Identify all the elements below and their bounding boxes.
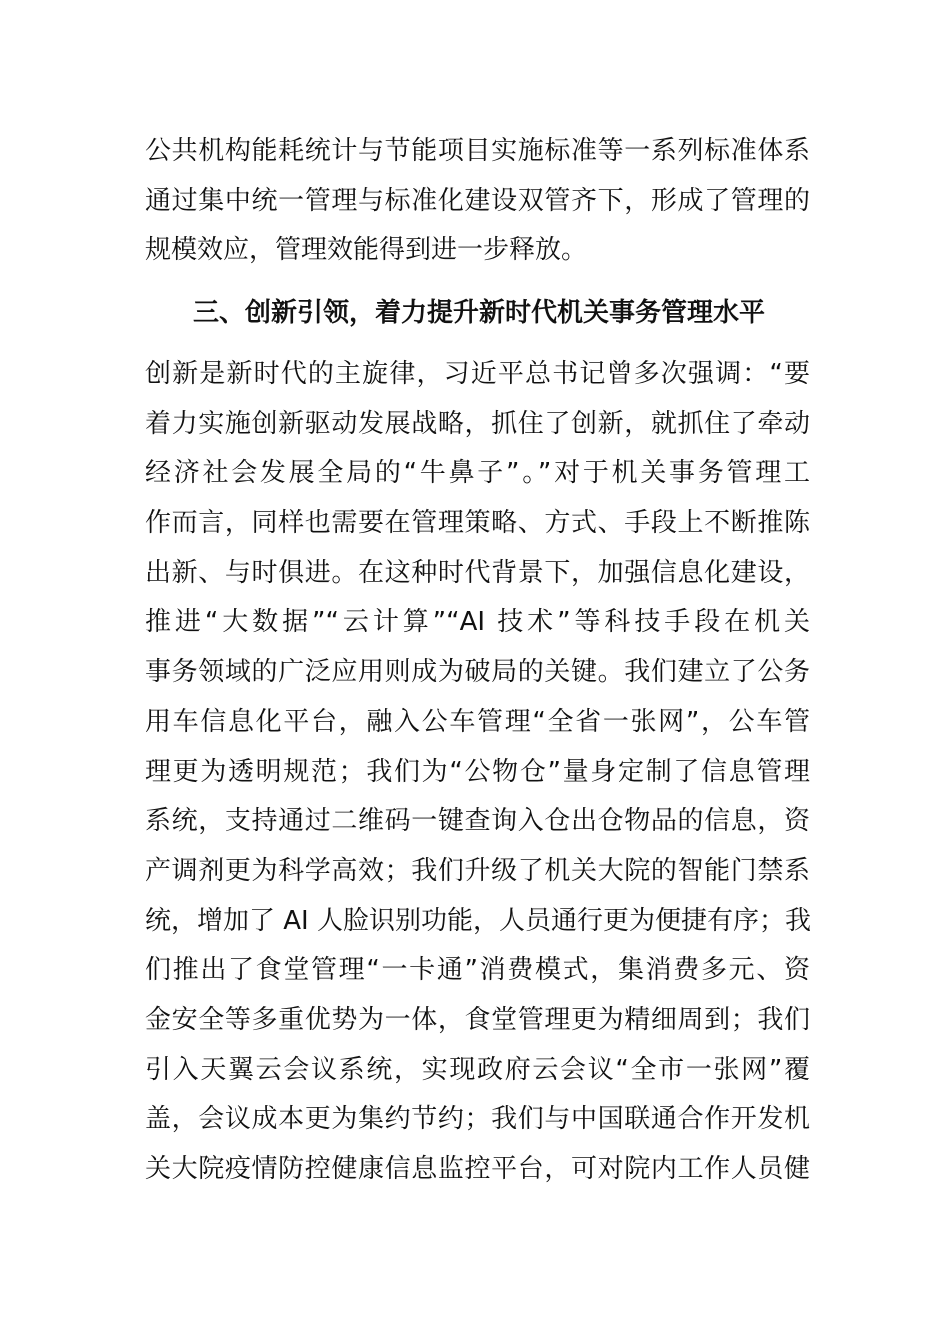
paragraph-line: 系统，支持通过二维码一键查询入仓出仓物品的信息，资 — [145, 806, 810, 837]
paragraph-line: 盖，会议成本更为集约节约；我们与中国联通合作开发机 — [145, 1104, 810, 1135]
paragraph-line: 作而言，同样也需要在管理策略、方式、手段上不断推陈 — [145, 508, 810, 539]
paragraph-line: 统，增加了 AI 人脸识别功能，人员通行更为便捷有序；我 — [145, 905, 811, 936]
paragraph-line: 产调剂更为科学高效；我们升级了机关大院的智能门禁系 — [145, 855, 810, 886]
paragraph-line: 推进“大数据”“云计算”“AI 技术”等科技手段在机关 — [145, 607, 810, 638]
paragraph-line: 事务领域的广泛应用则成为破局的关键。我们建立了公务 — [145, 657, 810, 688]
paragraph-line: 理更为透明规范；我们为“公物仓”量身定制了信息管理 — [145, 756, 810, 787]
paragraph-line: 出新、与时俱进。在这种时代背景下，加强信息化建设， — [145, 557, 810, 588]
paragraph-line: 经济社会发展全局的“牛鼻子”。”对于机关事务管理工 — [145, 458, 810, 489]
paragraph-line: 关大院疫情防控健康信息监控平台，可对院内工作人员健 — [145, 1154, 810, 1184]
paragraph-line: 着力实施创新驱动发展战略，抓住了创新，就抓住了牵动 — [145, 408, 810, 439]
paragraph-line: 创新是新时代的主旋律，习近平总书记曾多次强调：“要 — [145, 359, 810, 389]
paragraph-line: 用车信息化平台，融入公车管理“全省一张网”，公车管 — [145, 706, 810, 737]
paragraph-line: 规模效应，管理效能得到进一步释放。 — [145, 235, 588, 266]
paragraph-innovation — [145, 350, 810, 1195]
section-heading: 三、创新引领，着力提升新时代机关事务管理水平 — [193, 298, 766, 328]
paragraph-line: 通过集中统一管理与标准化建设双管齐下，形成了管理的 — [145, 185, 810, 216]
paragraph-line: 们推出了食堂管理“一卡通”消费模式，集消费多元、资 — [145, 955, 810, 986]
paragraph-line: 公共机构能耗统计与节能项目实施标准等一系列标准体系 — [145, 136, 810, 166]
paragraph-line: 金安全等多重优势为一体，食堂管理更为精细周到；我们 — [145, 1004, 810, 1035]
paragraph-continuation — [145, 127, 810, 276]
paragraph-line: 引入天翼云会议系统，实现政府云会议“全市一张网”覆 — [145, 1054, 810, 1085]
